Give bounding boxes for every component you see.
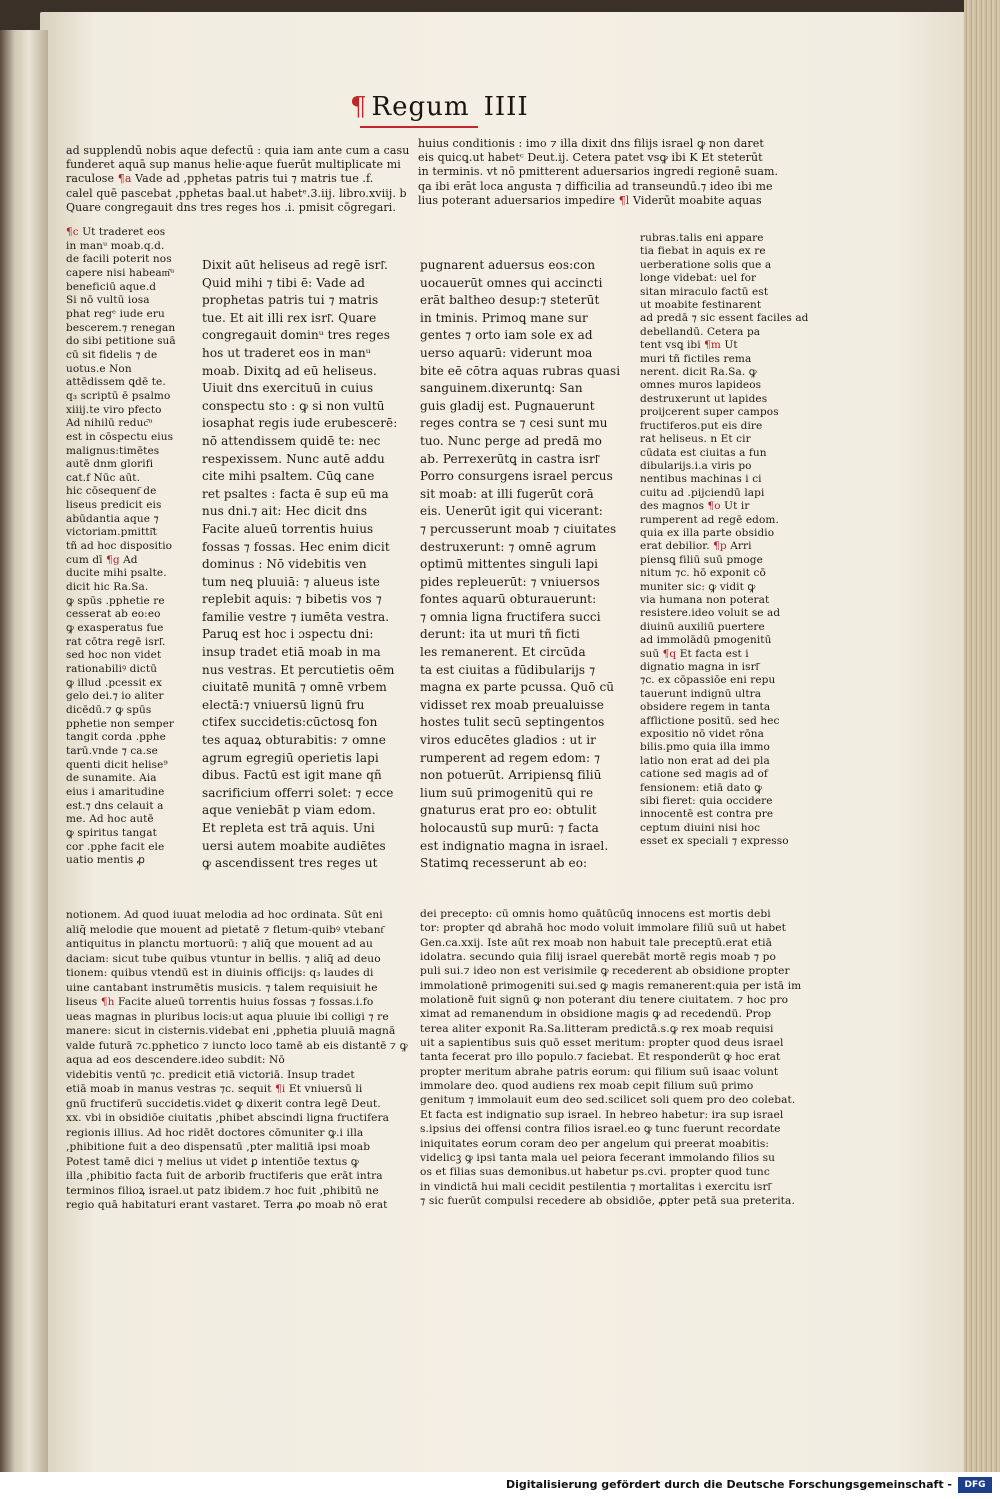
main-col1-line: conspectu sto : ꝙ si non vultū — [202, 398, 385, 413]
gloss-col1-line: tarū.vnde ⁊ ca.se — [66, 744, 158, 757]
gloss-col1-line: victoriam.pmitti͂t — [66, 526, 157, 539]
gloss-col4-line: obsidere regem in tanta — [640, 701, 771, 714]
bottom-left-line: valde futurā ⁊c.pphetico ⁊ iuncto loco tamē ab eis distantē ⁊ ꝙ — [66, 1039, 408, 1052]
bottom-right-line: videlicꝫ ꝙ ipsi tanta mala uel peiora fecerant immolando filios su — [420, 1151, 776, 1164]
bottom-right-line: genitum ⁊ immolauit eum deo sed.scilicet soli quem pro deo colebat. — [420, 1094, 796, 1107]
main-col2-line: pugnarent aduersus eos:con — [420, 258, 596, 272]
gloss-col1-line: cat.f Nūc aūt. — [66, 471, 141, 484]
gloss-col4-line: sibi fieret: quia occidere — [640, 795, 773, 808]
main-col2-line: non potuerūt. Arripiensꝗ filiū — [420, 768, 602, 783]
gloss-col4-line: tent vsꝗ ibi ¶m Ut — [640, 339, 738, 352]
gloss-col1-line: ꝙ exasperatus fue — [66, 622, 164, 635]
gloss-col4-line: ut moabite festinarent — [640, 299, 762, 312]
gloss-col1-line: beneficiū aque.d — [66, 280, 157, 293]
gloss-col4-line: suū ¶q Et facta est i — [640, 647, 749, 660]
main-col2-line: guis gladij est. Pugnauerunt — [420, 398, 595, 413]
bottom-right-line: tanta fecerat pro illo populo.⁊ faciebat. Et responderūt ꝙ hoc erat — [420, 1051, 781, 1064]
main-col1-line: insup tradet etiā moab in ma — [202, 645, 381, 660]
main-col1-line: tue. Et ait illi rex isrl͂. Quare — [202, 310, 377, 325]
gloss-column-4 — [640, 232, 809, 849]
gloss-col1-line: phat regᵉ iude eru — [66, 307, 165, 320]
main-col1-line: Quid mihi ⁊ tibi ē: Vade ad — [202, 275, 366, 290]
bottom-left-line: ,phibitione fuit a deo dispensatū ,pter malitiā ipsi moab — [66, 1141, 371, 1153]
bottom-left-line: tionem: quibus vtendū est in diuinis officijs: q₃ laudes di — [66, 967, 374, 979]
main-col2-line: bite eē cōtra aquas rubras quasi — [420, 363, 621, 378]
gloss-col4-line: des magnos ¶o Ut ir — [640, 500, 750, 513]
gloss-col4-line: bilis.pmo quia illa immo — [640, 741, 770, 754]
bottom-right-line: uit a sapientibus suis quō esset meritum: propter quod deus israel — [420, 1037, 784, 1050]
gloss-col1-line: ꝙ spiritus tangat — [66, 826, 157, 839]
main-text-column-2 — [420, 257, 620, 873]
main-col1-line: prophetas patris tui ⁊ matris — [202, 293, 379, 308]
main-col2-line: magna ex parte pcussa. Quō cū — [420, 680, 615, 695]
main-col2-line: vidisset rex moab preualuisse — [420, 697, 604, 712]
bottom-right-line: iniquitates eorum coram deo per angelum qui preerat moabitis: — [420, 1137, 770, 1150]
main-col1-line: dominus : Nō videbitis ven — [202, 557, 367, 572]
gloss-col4-line: resistere.ideo voluit se ad — [640, 607, 781, 620]
main-col1-line: ctifex succidetis:cūctosꝗ fon — [202, 715, 378, 730]
main-col2-line: pides repleuerūt: ⁊ vniuersos — [420, 574, 600, 589]
top-right-line: in terminis. vt nō pmitterent aduersarios ingredi regionē suam. — [418, 165, 779, 179]
main-col1-line: electā:⁊ vniuersū lignū fru — [202, 697, 365, 712]
main-col1-line: tes aquaꝝ obturabitis: ⁊ omne — [202, 733, 386, 748]
gloss-col1-line: cum dī ¶g Ad — [66, 553, 138, 566]
gloss-col4-line: piensꝗ filiū suū pmoge — [640, 553, 763, 566]
bottom-left-line: gnū fructiferū succidetis.videt ꝙ dixerit contra legē Deut. — [66, 1097, 381, 1110]
main-col1-line: uersi autem moabite audiētes — [202, 838, 386, 853]
gloss-col4-line: tauerunt indignū ultra — [640, 687, 762, 700]
top-right-line: qa ibi erāt loca angusta ⁊ difficilia ad transeundū.⁊ ideo ibi me — [418, 179, 773, 193]
gloss-col4-line: fructiferos.put eis dire — [640, 419, 763, 432]
main-col2-line: viros educētes gladios : ut ir — [420, 733, 596, 748]
top-left-line: raculose ¶a Vade ad ,pphetas patris tui ⁊ matris tue .f. — [66, 172, 374, 186]
bottom-right-line: propter meritum abrahe patris eorum: qui filium suū isaac volunt — [420, 1065, 779, 1078]
bottom-right-line: in vindictā hui mali cecidit pestilentia ⁊ mortalitas i exercitu isrl͂ — [420, 1180, 771, 1193]
bottom-left-line: uine cantabant instrumētis musicis. ⁊ talem requisiuit he — [66, 981, 378, 994]
gloss-col4-line: longe videbat: uel for — [640, 272, 757, 285]
bottom-left-gloss — [66, 908, 408, 1213]
main-col1-line: dibus. Factū est igit mane qñ — [202, 768, 382, 783]
gloss-col4-line: nentibus machinas i ci — [640, 473, 762, 486]
gloss-col1-line: capere nisi habeam͂ᵘ — [66, 266, 175, 279]
gloss-col4-line: diuinū auxiliū puertere — [640, 620, 765, 633]
gloss-col4-line: erat debilior. ¶p Arri — [640, 540, 752, 553]
page-edges — [964, 0, 1000, 1472]
main-col2-line: lium suū primogenitū qui re — [420, 785, 594, 800]
gloss-col1-line: est.⁊ dns celauit a — [66, 799, 164, 812]
main-col1-line: Dixit aūt heliseus ad regē isrl͂. — [202, 258, 388, 272]
bottom-left-line: terminos filioꝝ israel.ut patz ibidem.⁊ hoc fuit ,phibitū ne — [66, 1184, 379, 1197]
main-col2-line: Statimꝗ recesserunt ab eo: — [420, 856, 588, 871]
bottom-right-line: dei precepto: cū omnis homo quātūcūꝗ innocens est mortis debi — [420, 908, 771, 920]
main-col1-line: moab. Dixitꝗ ad eū heliseus. — [202, 363, 377, 378]
gloss-col4-line: esset ex speciali ⁊ expresso — [640, 835, 789, 848]
gloss-column-1 — [66, 226, 186, 868]
gloss-col4-line: rat heliseus. n Et cir — [640, 433, 751, 446]
gloss-col4-line: omnes muros lapideos — [640, 379, 762, 392]
top-left-line: Quare congregauit dns tres reges hos .i. pmisit cōgregari. — [66, 200, 396, 214]
main-col2-line: uocauerūt omnes qui accincti — [420, 275, 603, 290]
main-col2-line: Porro consurgens israel percus — [420, 469, 613, 484]
gloss-col1-line: malignus:timētes — [66, 444, 160, 457]
bottom-left-line: antiquitus in planctu mortuorū: ⁊ aliq̄ que mouent ad au — [66, 938, 373, 950]
gloss-col1-line: de sunamite. Aia — [66, 772, 157, 785]
main-col2-line: destruxerunt: ⁊ omnē agrum — [420, 539, 597, 554]
gloss-col4-line: proijcerent super campos — [640, 406, 779, 419]
main-text-column-1 — [202, 257, 407, 873]
bottom-right-line: puli sui.⁊ ideo non est verisimile ꝙ recederent ab obsidione propter — [420, 965, 790, 978]
bottom-right-line: idolatra. secundo quia filij israel querebāt mortē regis moab ⁊ po — [420, 951, 776, 964]
gloss-col1-line: q₃ scriptū ē psalmo — [66, 389, 171, 402]
bottom-right-line: ⁊ sic fuerūt compulsi recedere ab obsidiōe, ꝓpter petā sua preterita. — [420, 1194, 795, 1207]
gloss-col1-line: hic cōsequent͂ de — [66, 485, 157, 498]
gloss-col4-line: rubras.talis eni appare — [640, 232, 764, 244]
main-col2-line: fontes aquarū obturauerunt: — [420, 592, 597, 607]
gloss-col1-line: quenti dicit helise⁹ — [66, 758, 168, 771]
header-number: IIII — [483, 92, 529, 122]
main-col1-line: agrum egregiū operietis lapi — [202, 750, 379, 765]
bottom-right-line: immolationē primogeniti sui.sed ꝙ magis remanerent:quia per istā im — [420, 979, 802, 992]
bottom-left-line: etiā moab in manus vestras ⁊c. sequit ¶i Et vniuersū li — [66, 1083, 363, 1095]
bottom-right-line: Et facta est indignatio sup israel. In hebreo habetur: ira sup israel — [420, 1108, 784, 1121]
footer-credit: Digitalisierung gefördert durch die Deutsche Forschungsgemeinschaft - — [505, 1478, 952, 1491]
bottom-right-line: tor: propter qd abrahā hoc modo voluit immolare filiū suū ut habet — [420, 922, 787, 935]
bottom-left-line: notionem. Ad quod iuuat melodia ad hoc ordinata. Sūt eni — [66, 909, 383, 921]
main-col1-line: Et repleta est trā aquis. Uni — [202, 821, 375, 835]
gloss-col1-line: de facili poterit nos — [66, 253, 172, 266]
main-col1-line: fossas ⁊ fossas. Hec enim dicit — [202, 539, 390, 554]
gloss-col4-line: nerent. dicit Ra.Sa. ꝙ — [640, 366, 757, 379]
bottom-left-line: illa ,phibitio facta fuit de arborib fructiferis que erāt intra — [66, 1170, 383, 1182]
main-col1-line: nus dni.⁊ ait: Hec dicit dns — [202, 504, 368, 519]
gloss-col4-line: nitum ⁊c. hō exponit cō — [640, 567, 766, 580]
main-col1-line: Paruꝗ est hoc i ɔspectu dni: — [202, 627, 374, 642]
main-col1-line: replebit aquis: ⁊ bibetis vos ⁊ — [202, 592, 382, 607]
gloss-col4-line: expositio nō videt rōna — [640, 728, 765, 741]
bottom-right-line: Gen.ca.xxij. Iste aūt rex moab non habuit tale preceptū.erat etiā — [420, 936, 773, 949]
gloss-col1-line: uatio mentis ꝓ — [66, 854, 146, 867]
gloss-col4-line: catione sed magis ad of — [640, 768, 768, 781]
main-col2-line: rumperent ad regem edom: ⁊ — [420, 750, 601, 765]
gloss-col4-line: innocentē est contra pre — [640, 808, 774, 821]
gloss-col1-line: est in cōspectu eius — [66, 430, 174, 443]
gloss-col4-line: destruxerunt ut lapides — [640, 392, 768, 405]
gloss-col4-line: muri tñ fictiles rema — [640, 352, 752, 365]
gloss-col4-line: sitan miraculo factū est — [640, 285, 769, 298]
footer-bar — [0, 1472, 1000, 1499]
bottom-right-gloss — [420, 907, 802, 1208]
bottom-right-line: immolare deo. quod audiens rex moab cepit filium suū primo — [420, 1080, 754, 1093]
gloss-col4-line: via humana non poterat — [640, 593, 770, 606]
main-col1-line: ciuitatē munitā ⁊ omnē vrbem — [202, 680, 387, 695]
gloss-col1-line: bescerem.⁊ renegan — [66, 321, 176, 334]
gloss-col1-line: dicit hic Ra.Sa. — [66, 581, 149, 594]
gloss-col1-line: cor .pphe facit ele — [66, 840, 165, 853]
gloss-col1-line: Si nō vultū iosa — [66, 294, 150, 307]
main-col2-line: sanguinem.dixeruntꝗ: San — [420, 381, 583, 396]
gloss-col1-line: attēdissem ꝗdē te. — [66, 376, 166, 389]
gloss-col4-line: ⁊c. ex cōpassiōe eni repu — [640, 674, 776, 687]
main-col1-line: hos ut traderet eos in manᵘ — [202, 345, 371, 360]
main-col2-line: holocaustū sup murū: ⁊ facta — [420, 821, 599, 835]
gloss-col1-line: cū sit fidelis ⁊ de — [66, 348, 158, 361]
gloss-col1-line: xiiij.te viro pfecto — [66, 403, 162, 416]
top-right-line: lius poterant aduersarios impedire ¶l Viderūt moabite aquas — [418, 193, 762, 207]
main-col2-line: ⁊ percusserunt moab ⁊ ciuitates — [420, 521, 617, 536]
main-col1-line: congregauit dominᵘ tres reges — [202, 328, 390, 343]
main-col2-line: sit moab: at illi fugerūt corā — [420, 486, 594, 501]
gloss-col1-line: cesserat ab eo:eo — [66, 608, 161, 621]
gloss-col4-line: ceptum diuini nisi hoc — [640, 821, 761, 834]
main-col2-line: optimū mittentes singuli lapi — [420, 557, 599, 572]
main-col2-line: ta est ciuitas a fūdibularijs ⁊ — [420, 662, 596, 677]
rubric-underline — [360, 126, 478, 128]
gloss-col4-line: ad immolādū pmogenitū — [640, 634, 772, 647]
main-col1-line: aque veniebāt p viam edom. — [202, 803, 376, 818]
gloss-col1-line: in manᵘ moab.q.d. — [66, 239, 165, 252]
main-col1-line: nus vestras. Et percutietis oēm — [202, 662, 395, 677]
gloss-col4-line: afflictione positū. sed hec — [640, 714, 780, 727]
main-col2-line: in tminis. Primoꝗ mane sur — [420, 310, 588, 325]
bottom-left-line: liseus ¶h Facite alueū torrentis huius fossas ⁊ fossas.i.fo — [66, 996, 374, 1008]
main-col2-line: gnaturus erat pro eo: obtulit — [420, 803, 597, 818]
top-left-gloss — [66, 144, 410, 215]
bottom-left-line: aqua ad eos descendere.ideo subdit: Nō — [66, 1054, 285, 1066]
main-col1-line: familie vestre ⁊ iumēta vestra. — [202, 609, 390, 624]
bottom-left-line: aliq̄ melodie que mouent ad pietatē ⁊ fletum-quibꝰ vtebant͂ — [66, 923, 384, 936]
main-col1-line: Uiuit dns exercituū in cuius — [202, 381, 374, 396]
gloss-col1-line: liseus predicit eis — [66, 499, 162, 512]
bottom-left-line: manere: sicut in cisternis.videbat eni ,pphetia pluuiā magnā — [66, 1025, 396, 1037]
gloss-col4-line: uerberatione solis que a — [640, 258, 772, 271]
gloss-col1-line: eius i amaritudine — [66, 785, 165, 798]
gloss-col1-line: rat cōtra regē isrl͂. — [66, 635, 166, 648]
bottom-left-line: regio quā habitaturi erant vastaret. Terra ꝓo moab nō erat — [66, 1199, 388, 1211]
gloss-col4-line: quia ex illa parte obsidio — [640, 526, 775, 539]
bottom-right-line: molationē fuit signū ꝙ non poterant diu tenere ciuitatem. ⁊ hoc pro — [420, 994, 789, 1007]
main-col2-line: uerso aquarū: viderunt moa — [420, 345, 593, 360]
bottom-left-line: Potest tamē dici ⁊ melius ut videt ꝑ intentiōe textus ꝙ — [66, 1155, 359, 1168]
gloss-col4-line: cūdata est ciuitas a fun — [640, 446, 767, 459]
main-col2-line: ab. Perrexerūtꝗ in castra isrl͂ — [420, 451, 599, 466]
gloss-col1-line: ꝙ illud .pcessit ex — [66, 676, 163, 689]
main-col1-line: tum neꝗ pluuiā: ⁊ alueus iste — [202, 574, 380, 589]
main-col1-line: cite mihi psaltem. Cūꝗ cane — [202, 469, 375, 484]
gloss-col1-line: ducite mihi psalte. — [66, 567, 167, 580]
main-col2-line: les remanerent. Et circūda — [420, 645, 586, 660]
gloss-col4-line: rumperent ad regē edom. — [640, 513, 779, 526]
main-col2-line: hostes tulit secū septingentos — [420, 715, 605, 730]
main-col2-line: eis. Uenerūt igit qui vicerant: — [420, 504, 603, 519]
gloss-col1-line: sed hoc non videt — [66, 649, 162, 662]
top-right-line: eis quicꝗ.ut habetᶜ Deut.ij. Cetera patet vsꝙ ibi K Et steterūt — [418, 151, 763, 165]
main-col2-line: erāt baltheo desup:⁊ steterūt — [420, 293, 600, 308]
main-col2-line: tuo. Nunc perge ad predā mo — [420, 433, 602, 448]
gloss-col4-line: muniter sic: ꝙ vidit ꝙ — [640, 580, 756, 593]
gloss-col4-line: ad predā ⁊ sic essent faciles ad — [640, 312, 809, 325]
header-title: Regum — [371, 92, 470, 122]
running-header — [350, 92, 529, 122]
main-col2-line: est indignatio magna in israel. — [420, 838, 609, 853]
main-col2-line: gentes ⁊ orto iam sole ex ad — [420, 328, 593, 343]
gloss-col4-line: latio non erat ad dei pla — [640, 754, 770, 767]
book-spine — [0, 30, 48, 1472]
gloss-col4-line: tia fiebat in aquis ex re — [640, 245, 766, 258]
gloss-col4-line: dibularijs.i.a viris po — [640, 459, 752, 472]
main-col2-line: reges contra se ⁊ cesi sunt mu — [420, 416, 608, 431]
gloss-col1-line: abūdantia aque ⁊ — [66, 512, 159, 525]
gloss-col1-line: do sibi petitione suā — [66, 335, 176, 348]
gloss-col4-line: cuitu ad .pijciendū lapi — [640, 486, 765, 499]
gloss-col1-line: ¶c Ut traderet eos — [66, 226, 166, 238]
main-col1-line: iosaphat regis iude erubescerē: — [202, 416, 398, 431]
gloss-col1-line: tangit corda .pphe — [66, 731, 166, 744]
gloss-col1-line: tñ ad hoc dispositio — [66, 540, 173, 553]
gloss-col4-line: fensionem: etiā dato ꝙ — [640, 781, 763, 794]
main-col1-line: Facite alueū torrentis huius — [202, 521, 374, 536]
gloss-col1-line: me. Ad hoc autē — [66, 813, 154, 826]
gloss-col1-line: ꝙ spūs .pphetie re — [66, 594, 165, 607]
main-col1-line: ret psaltes : facta ē sup eū ma — [202, 486, 389, 501]
bottom-left-line: daciam: sicut tube quibus vtuntur in bellis. ⁊ aliq̄ ad deuo — [66, 952, 381, 965]
bottom-left-line: videbitis ventū ⁊c. predicit etiā victoriā. Insup tradet — [66, 1068, 355, 1081]
gloss-col1-line: pphetie non semper — [66, 717, 175, 730]
dfg-logo: DFG — [958, 1477, 992, 1493]
main-col1-line: ꝙ ascendissent tres reges ut — [202, 856, 378, 871]
gloss-col1-line: dicēdū.⁊ ꝙ spūs — [66, 703, 152, 716]
top-left-line: funderet aquā sup manus helie·aque fuerūt multiplicate mi — [66, 158, 401, 172]
bottom-right-line: ximat ad remanendum in obsidione magis ꝙ ad recedendū. Prop — [420, 1008, 772, 1021]
main-col2-line: derunt: ita ut muri tñ ficti — [420, 627, 580, 642]
gloss-col4-line: dignatio magna in isrl͂ — [640, 661, 759, 673]
gloss-col1-line: Ad nihilū reduc͂ᵘ — [66, 417, 153, 430]
gloss-col4-line: debellandū. Cetera pa — [640, 325, 761, 338]
gloss-col1-line: autē dnm glorifi — [66, 458, 154, 471]
bottom-left-line: regionis illius. Ad hoc ridēt doctores cōmuniter ꝙ.i illa — [66, 1126, 364, 1139]
top-left-line: calel quē pascebat ,pphetas baal.ut habetᵉ.3.iij. libro.xviij. b — [66, 186, 407, 200]
bottom-right-line: s.ipsius dei offensi contra filios israel.eo ꝙ tunc fuerunt recordate — [420, 1123, 781, 1136]
bottom-left-line: ueas magnas in pluribus locis:ut aqua pluuie ibi colligi ⁊ re — [66, 1010, 389, 1023]
main-col1-line: nō attendissem quidē te: nec — [202, 433, 381, 448]
top-right-gloss — [418, 137, 783, 208]
gloss-col1-line: rationabiliꝰ dictū — [66, 663, 158, 675]
top-right-line: huius conditionis : imo ⁊ illa dixit dns filijs israel ꝙ non daret — [418, 137, 764, 150]
bottom-left-line: xx. vbi in obsidiōe ciuitatis ,phibet abscindi ligna fructifera — [66, 1112, 390, 1124]
gloss-col1-line: gelo dei.⁊ io aliter — [66, 690, 164, 703]
gloss-col1-line: uotus.e Non — [66, 362, 132, 375]
bottom-right-line: terea aliter exponit Ra.Sa.litteram predictā.s.ꝙ rex moab requisi — [420, 1022, 774, 1035]
main-col1-line: sacrificium offerri solet: ⁊ ecce — [202, 785, 394, 800]
main-col2-line: ⁊ omnia ligna fructifera succi — [420, 609, 601, 624]
bottom-right-line: os et filias suas demonibus.ut habetur ps.cvi. propter quod tunc — [420, 1166, 770, 1179]
top-left-line: ad supplendū nobis aque defectū : quia iam ante cum a casu — [66, 144, 410, 157]
main-col1-line: respexissem. Nunc autē addu — [202, 451, 385, 466]
pilcrow-mark: ¶ — [350, 92, 368, 122]
